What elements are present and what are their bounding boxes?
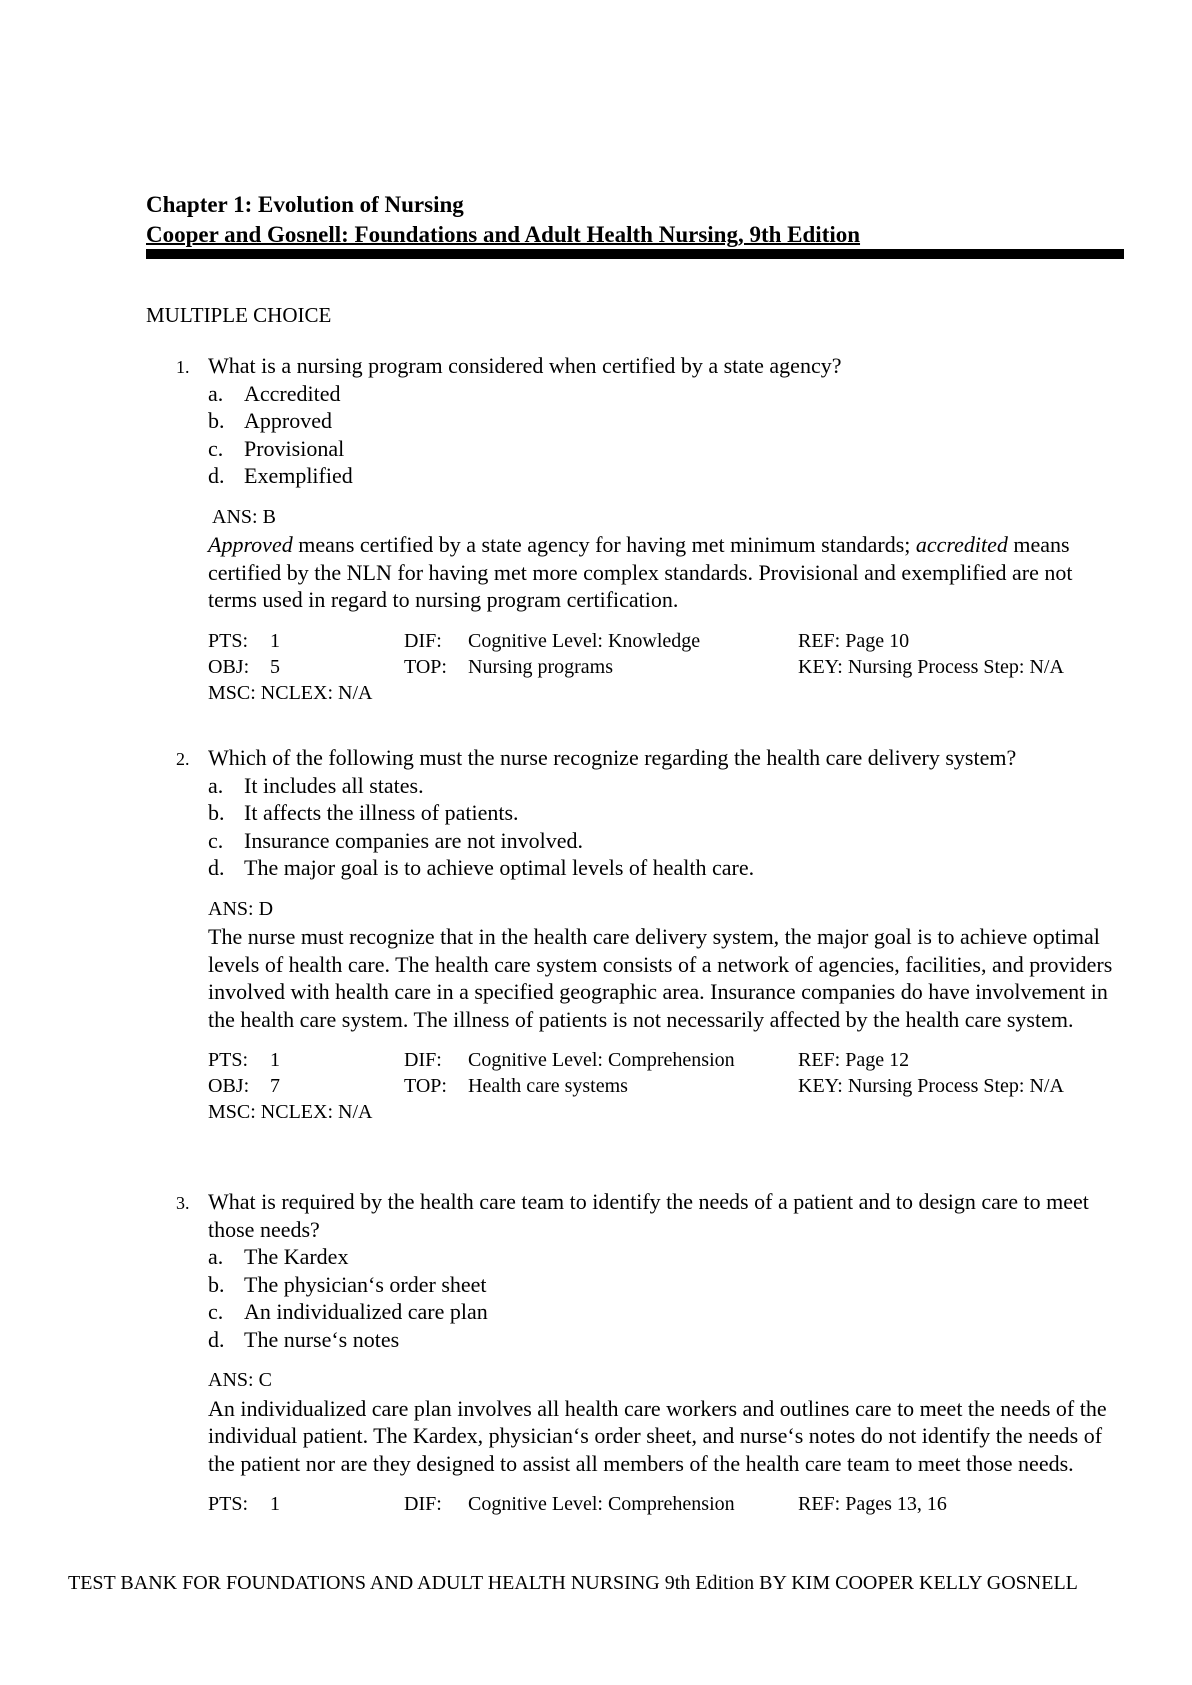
option-letter: c. — [208, 1299, 224, 1324]
rationale-text: means certified by a state agency for having met minimum standards; — [292, 532, 916, 557]
pts-value: 1 — [270, 629, 280, 652]
book-title: Cooper and Gosnell: Foundations and Adult Health Nursing, 9th Edition — [146, 222, 861, 247]
answer-key: ANS: C — [208, 1369, 272, 1391]
question-1 — [146, 352, 1126, 706]
rationale-italic: accredited — [915, 532, 1008, 557]
ref-value: REF: Page 12 — [798, 1049, 910, 1071]
msc-value: MSC: NCLEX: N/A — [208, 681, 373, 704]
key-value: KEY: Nursing Process Step: N/A — [798, 1075, 1064, 1097]
option-text: Accredited — [244, 380, 341, 406]
option-text: The Kardex — [244, 1244, 349, 1269]
option-letter: d. — [208, 1326, 225, 1352]
rationale — [208, 531, 1126, 614]
option-item — [208, 462, 1126, 490]
pts-value: 1 — [270, 1493, 280, 1515]
dif-label: DIF: — [404, 1049, 442, 1071]
dif-value: Cognitive Level: Comprehension — [468, 1049, 735, 1071]
pts-label: PTS: — [208, 629, 249, 652]
msc-value: MSC: NCLEX: N/A — [208, 1101, 373, 1123]
question-stem: What is required by the health care team to identify the needs of a patient and to design care to meet those needs? — [208, 1189, 1089, 1242]
option-item — [208, 1271, 1126, 1299]
option-item — [208, 380, 1126, 408]
option-item — [208, 1243, 1126, 1271]
option-letter: a. — [208, 772, 224, 798]
obj-value: 5 — [270, 655, 280, 678]
question-number: 2. — [176, 749, 190, 769]
ref-value: REF: Page 10 — [798, 629, 910, 652]
question-stem: Which of the following must the nurse recognize regarding the health care delivery system? — [208, 745, 1017, 770]
option-text: The nurse‘s notes — [244, 1326, 400, 1352]
top-value: Nursing programs — [468, 655, 613, 678]
option-letter: d. — [208, 463, 225, 488]
question-metadata — [208, 1047, 1126, 1125]
option-item — [208, 407, 1126, 435]
option-item — [208, 854, 1126, 882]
key-value: KEY: Nursing Process Step: N/A — [798, 655, 1064, 678]
option-letter: b. — [208, 408, 225, 433]
option-item — [208, 772, 1126, 800]
header-rule — [146, 249, 1124, 259]
top-value: Health care systems — [468, 1075, 628, 1097]
question-number: 1. — [176, 357, 190, 377]
option-text: An individualized care plan — [244, 1299, 488, 1324]
question-stem: What is a nursing program considered when certified by a state agency? — [208, 353, 842, 378]
obj-value: 7 — [270, 1075, 280, 1097]
option-text: It affects the illness of patients. — [244, 800, 519, 825]
pts-label: PTS: — [208, 1493, 249, 1515]
option-list — [208, 1243, 1126, 1353]
pts-value: 1 — [270, 1049, 280, 1071]
rationale: The nurse must recognize that in the health care delivery system, the major goal is to achieve optimal levels of health care. The health care system consists of a network of agencies, facilities, and providers involved with health care in a specified geographic area. Insurance companies do have involvement in the health care system. The illness of patients is not necessarily affected by the health care system. — [208, 924, 1113, 1032]
top-label: TOP: — [404, 655, 447, 678]
rationale: An individualized care plan involves all health care workers and outlines care to meet the needs of the individual patient. The Kardex, physician‘s order sheet, and nurse‘s notes do not identify the needs of the patient nor are they designed to assist all members of the health care team to meet those needs. — [208, 1395, 1107, 1476]
question-metadata — [208, 1491, 1126, 1517]
option-item — [208, 827, 1126, 855]
option-letter: a. — [208, 1244, 224, 1269]
option-text: The major goal is to achieve optimal levels of health care. — [244, 855, 755, 880]
option-item — [208, 1298, 1126, 1326]
option-letter: b. — [208, 800, 225, 825]
option-item — [208, 799, 1126, 827]
page-footer: TEST BANK FOR FOUNDATIONS AND ADULT HEALTH NURSING 9th Edition BY KIM COOPER KELLY GOSNELL — [68, 1572, 1078, 1594]
question-number: 3. — [176, 1193, 190, 1213]
chapter-title: Chapter 1: Evolution of Nursing — [146, 192, 464, 217]
obj-label: OBJ: — [208, 1075, 250, 1097]
top-label: TOP: — [404, 1075, 447, 1097]
chapter-header — [146, 190, 1124, 250]
question-3 — [146, 1188, 1126, 1517]
option-letter: c. — [208, 435, 224, 461]
option-item — [208, 435, 1126, 463]
option-letter: c. — [208, 827, 224, 853]
option-letter: d. — [208, 855, 225, 880]
dif-value: Cognitive Level: Comprehension — [468, 1493, 735, 1515]
dif-label: DIF: — [404, 629, 442, 652]
dif-value: Cognitive Level: Knowledge — [468, 629, 701, 652]
ref-value: REF: Pages 13, 16 — [798, 1493, 947, 1515]
option-text: The physician‘s order sheet — [244, 1271, 487, 1297]
option-letter: a. — [208, 380, 224, 406]
option-text: It includes all states. — [244, 772, 424, 798]
option-item — [208, 1326, 1126, 1354]
answer-key: ANS: D — [208, 897, 274, 920]
section-title: MULTIPLE CHOICE — [146, 303, 332, 327]
pts-label: PTS: — [208, 1049, 249, 1071]
answer-key: ANS: B — [212, 505, 276, 528]
option-text: Insurance companies are not involved. — [244, 827, 584, 853]
option-letter: b. — [208, 1271, 225, 1297]
option-text: Provisional — [244, 435, 345, 461]
question-metadata — [208, 628, 1126, 706]
option-text: Approved — [244, 408, 332, 433]
rationale-italic: Approved — [208, 532, 293, 557]
option-list — [208, 380, 1126, 490]
dif-label: DIF: — [404, 1493, 442, 1515]
option-text: Exemplified — [244, 463, 353, 488]
rationale-text: means certified by the NLN for having met more complex standards. Provisional and exemplified are not terms used in regard to nursing program certification. — [208, 532, 1073, 612]
option-list — [208, 772, 1126, 882]
obj-label: OBJ: — [208, 655, 250, 678]
question-2 — [146, 744, 1126, 1125]
